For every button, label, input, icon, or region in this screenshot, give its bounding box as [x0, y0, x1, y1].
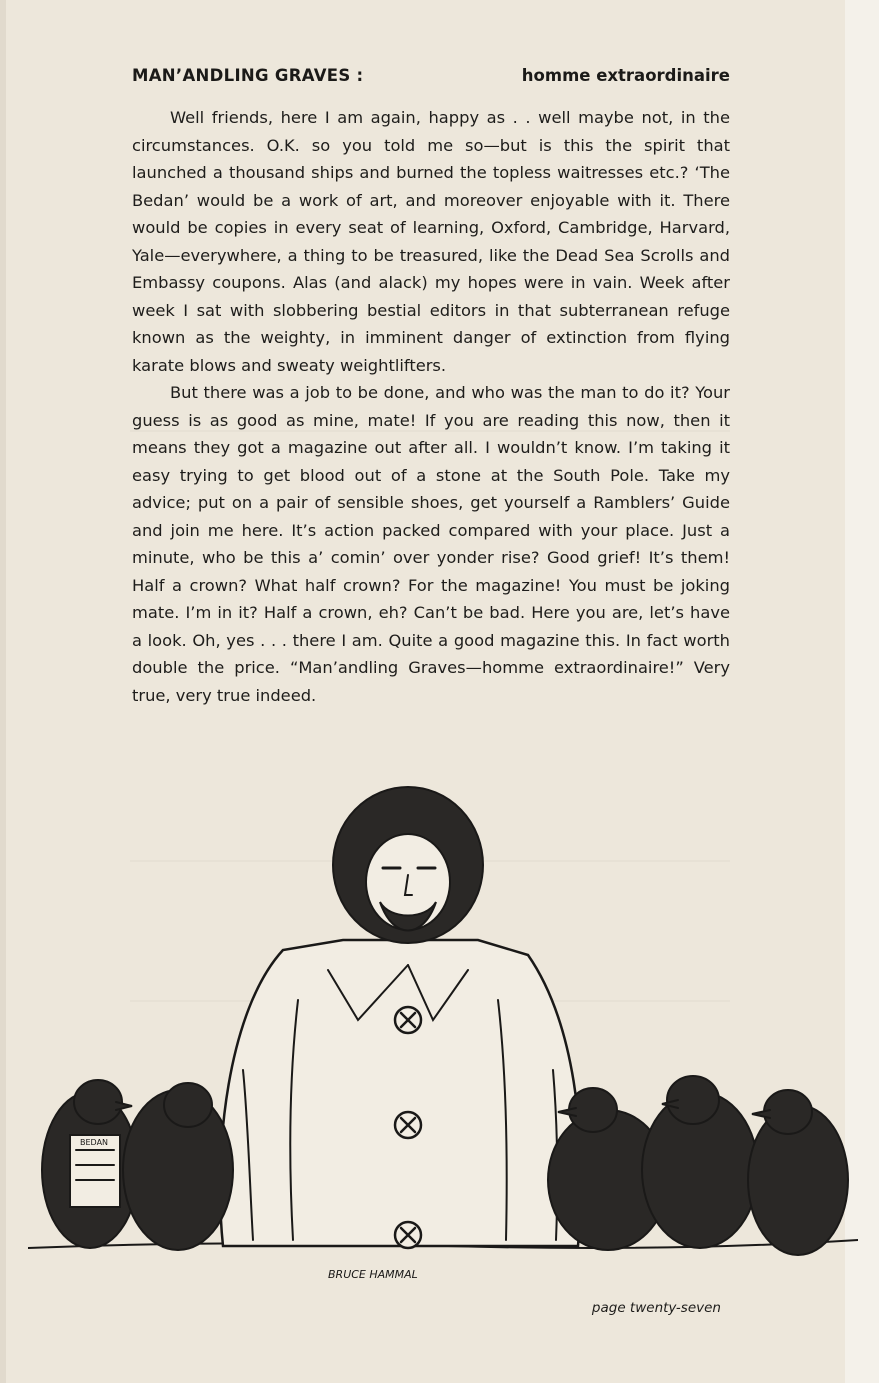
- article-body: [132, 104, 730, 709]
- cartoon-illustration: [28, 770, 858, 1290]
- artist-signature: BRUCE HAMMAL: [328, 1268, 418, 1281]
- man-figure: [220, 787, 581, 1248]
- article-subtitle: homme extraordinaire: [521, 66, 730, 85]
- paragraph-2: But there was a job to be done, and who was the man to do it? Your guess is as good as mine, mate! If you are reading this now, then it means they got a magazine out after all. I wouldn’t know. I’m taking it easy trying to get blood out of a stone at the South Pole. Take my advice; put on a pair of sensible shoes, get yourself a Ramblers’ Guide and join me here. It’s action packed compared with your place. Just a minute, who be this a’ comin’ over yonder rise? Good grief! It’s them! Half a crown? What half crown? For the magazine! You must be joking mate. I’m in it? Half a crown, eh? Can’t be bad. Here you are, let’s have a look. Oh, yes . . . there I am. Quite a good magazine this. In fact worth double the price. “Man’andling Graves—homme extraordinaire!” Very true, very true indeed.: [132, 383, 730, 705]
- article-header: [132, 66, 730, 90]
- penguin-left-2: [123, 1083, 233, 1250]
- page-number: page twenty-seven: [591, 1300, 721, 1316]
- man-head: [333, 787, 483, 943]
- penguin-right-2: [642, 1076, 758, 1248]
- article-title: MAN’ANDLING GRAVES :: [132, 66, 364, 85]
- page-left-edge: [0, 0, 6, 1383]
- paragraph-1: Well friends, here I am again, happy as . . well maybe not, in the circumstances. O.K. so you told me so—but is this the spirit that launched a thousand ships and burned the topless waitresses etc.? ‘The Bedan’ would be a work of art, and moreover enjoyable with it. There would be copies in every seat of learning, Oxford, Cambridge, Harvard, Yale—everywhere, a thing to be treasured, like the Dead Sea Scrolls and Embassy coupons. Alas (and alack) my hopes were in vain. Week after week I sat with slobbering bestial editors in that subterranean refuge known as the weighty, in imminent danger of extinction from flying karate blows and sweaty weightlifters.: [132, 108, 730, 375]
- penguin-right-3: [748, 1090, 848, 1255]
- magazine-cover-label: BEDAN: [80, 1138, 109, 1147]
